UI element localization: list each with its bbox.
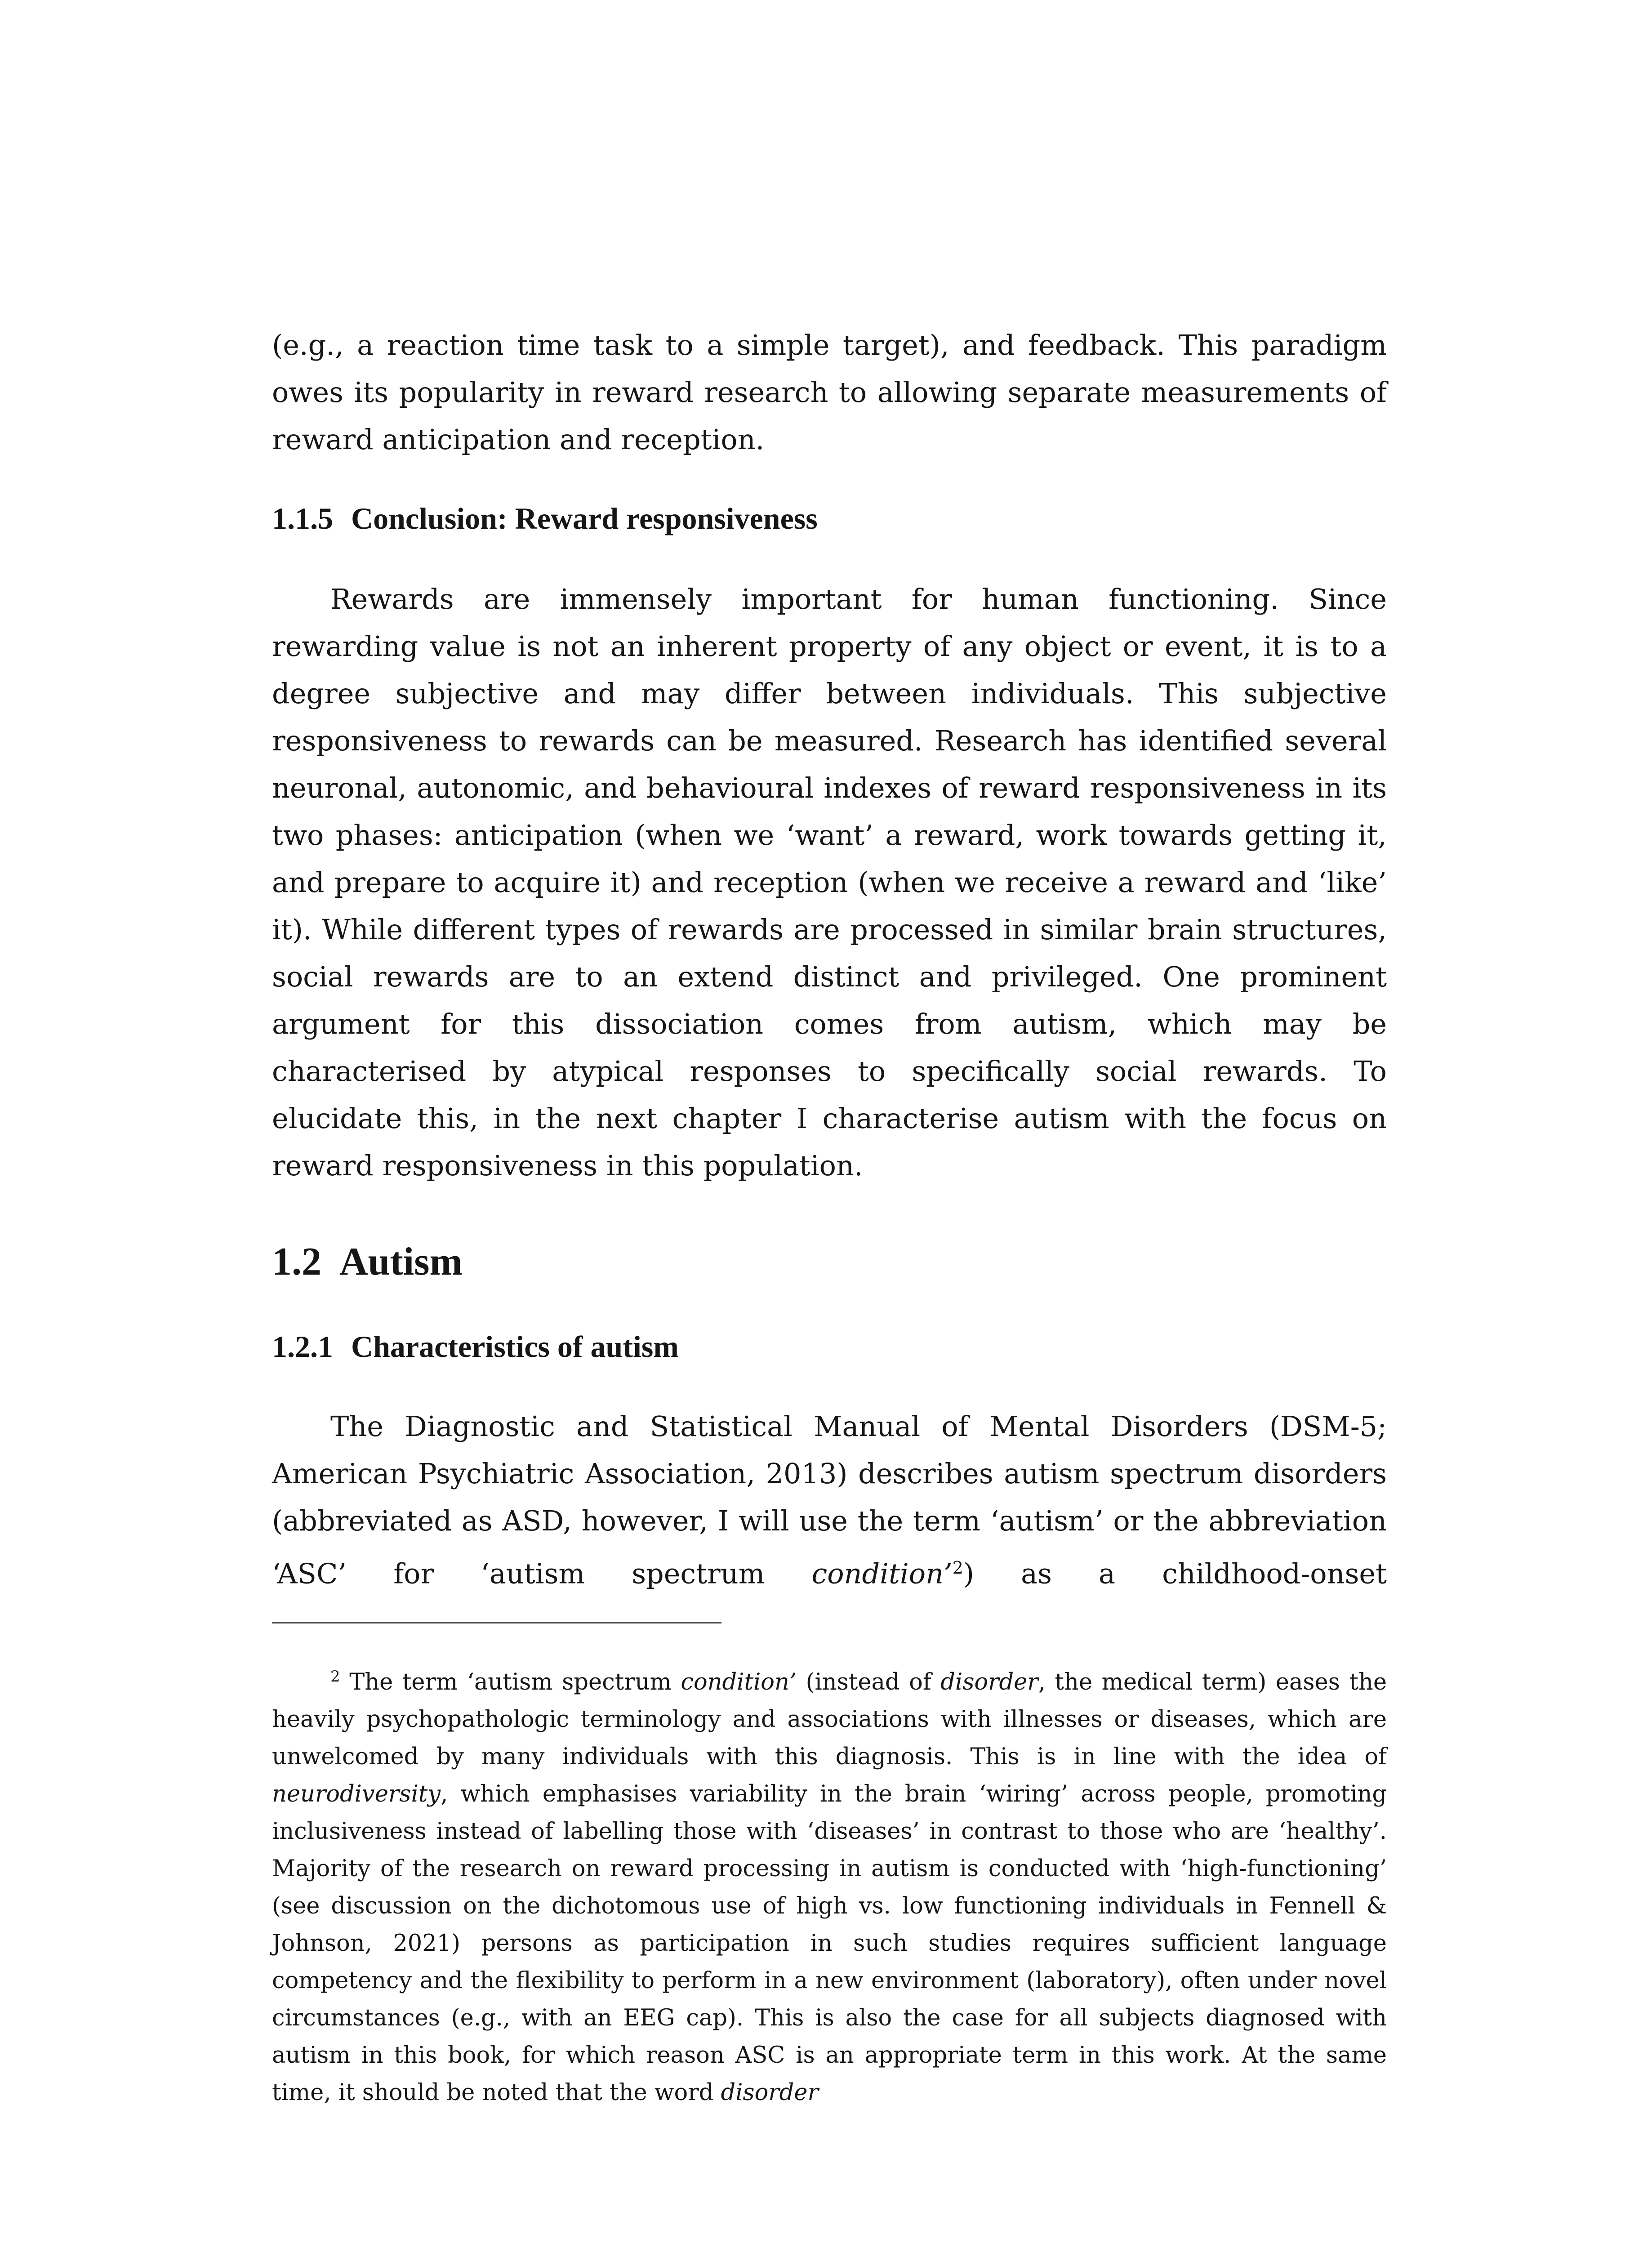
footnote-separator (272, 1622, 721, 1624)
footnote-text: , which emphasises variability in the brain ‘wiring’ across people, promoting inclusiveness instead of labelling those with ‘diseases’ in contrast to those who are ‘healthy’. Majority of the research on reward processing in autism is conducted with ‘high-functioning’ (see discussion on the dichotomous use of high vs. low functioning individuals in Fennell & Johnson, 2021) persons as participation in such studies requires sufficient language competency and the flexibility to perform in a new environment (laboratory), often under novel circumstances (e.g., with an EEG cap). This is also the case for all subjects diagnosed with autism in this book, for which reason ASC is an appropriate term in this work. At the same time, it should be noted that the word (272, 1781, 1387, 2106)
section-number: 1.2 (272, 1240, 321, 1284)
footnote-marker: 2 (330, 1668, 340, 1686)
section-title: Autism (339, 1240, 463, 1284)
section-number: 1.1.5 (272, 501, 333, 535)
intro-paragraph: (e.g., a reaction time task to a simple target), and feedback. This paradigm owes its popularity in reward research to allowing separate measurements of reward anticipation and reception. (272, 329, 1387, 456)
section-number: 1.2.1 (272, 1329, 333, 1364)
footnote-reference: 2 (952, 1558, 963, 1578)
section-title: Conclusion: Reward responsiveness (351, 501, 818, 535)
paragraph-text: The Diagnostic and Statistical Manual of Mental Disorders (DSM-5; American Psychiatric Association, 2013) describes autism spectrum disorders (abbreviated as ASD, however, I will use the term ‘autism’ or the abbreviation ‘ASC’ for ‘autism spectrum (272, 1410, 1387, 1590)
section-heading-1-2-1 (272, 1326, 679, 1367)
italic-term: disorder (721, 2079, 819, 2106)
paragraph-text: ) as a childhood-onset (963, 1557, 1387, 1590)
footnote-text: , the medical term) eases the heavily psychopathologic terminology and associations with illnesses or diseases, which are unwelcomed by many individuals with this diagnosis. This is in line with the idea of (272, 1669, 1387, 1770)
footnote-text: (instead of (797, 1669, 941, 1695)
italic-term: condition’ (681, 1669, 797, 1695)
section-heading-1-1-5 (272, 498, 818, 539)
footnote-text: The term ‘autism spectrum (340, 1669, 681, 1695)
italic-term: disorder (940, 1669, 1038, 1695)
section-title: Characteristics of autism (351, 1329, 679, 1364)
footnote (272, 1664, 1387, 2111)
italic-term: neurodiversity (272, 1781, 441, 1807)
italic-term: condition’ (811, 1557, 953, 1590)
section-heading-1-2 (272, 1237, 463, 1287)
characteristics-paragraph (272, 1403, 1387, 1597)
conclusion-paragraph: Rewards are immensely important for human functioning. Since rewarding value is not an inherent property of any object or event, it is to a degree subjective and may differ between individuals. This subjective responsiveness to rewards can be measured. Research has identified several neuronal, autonomic, and behavioural indexes of reward responsiveness in its two phases: anticipation (when we ‘want’ a reward, work towards getting it, and prepare to acquire it) and reception (when we receive a reward and ‘like’ it). While different types of rewards are processed in similar brain structures, social rewards are to an extend distinct and privileged. One prominent argument for this dissociation comes from autism, which may be characterised by atypical responses to specifically social rewards. To elucidate this, in the next chapter I characterise autism with the focus on reward responsiveness in this population. (272, 583, 1387, 1182)
